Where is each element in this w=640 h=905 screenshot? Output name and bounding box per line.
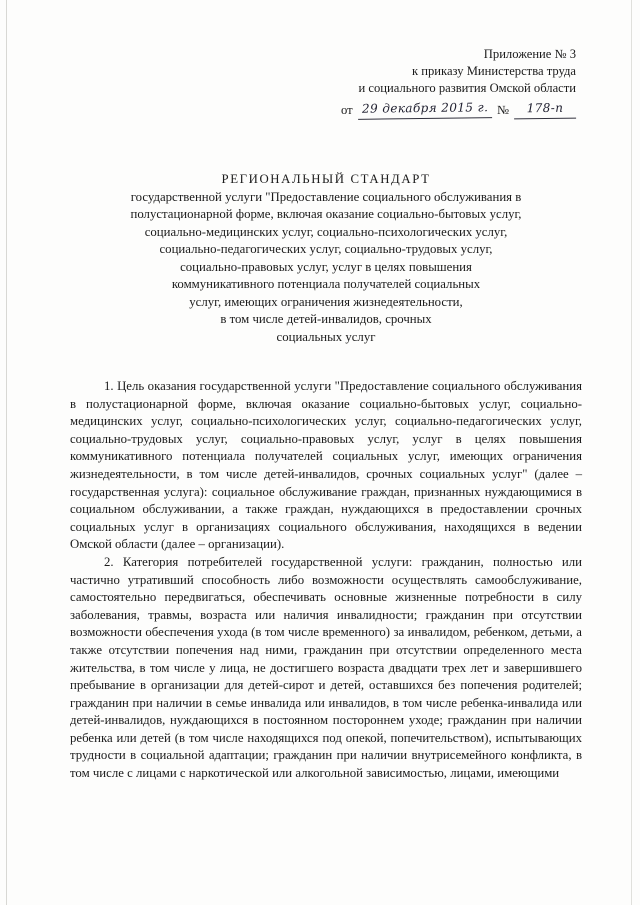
appendix-block bbox=[70, 46, 576, 119]
paragraph-2: 2. Категория потребителей государственной услуги: гражданин, полностью или частично утративший способность либо возможности осуществлять самообслуживание, самостоятельно передвигаться, обеспечивать основные жизненные потребности в силу заболевания, травмы, возраста или наличия инвалидности; гражданин при отсутствии возможности обеспечения ухода (в том числе временного) за инвалидом, ребенком, детьми, а также отсутствии попечения над ними, гражданин при отсутствии определенного места жительства, в том числе у лица, не достигшего возраста двадцати трех лет и завершившего пребывание в организации для детей-сирот и детей, оставшихся без попечения родителей; гражданин при наличии в семье инвалида или инвалидов, в том числе ребенка-инвалида или детей-инвалидов, нуждающихся в постоянном постороннем уходе; гражданин при наличии ребенка или детей (в том числе находящихся под опекой, попечительством), испытывающих трудности в социальной адаптации; гражданин при наличии внутрисемейного конфликта, в том числе с лицами с наркотической или алкогольной зависимостью, лицами, имеющими bbox=[70, 554, 582, 781]
paragraph-1: 1. Цель оказания государственной услуги "Предоставление социального обслуживания в полустационарной форме, включая оказание социально-бытовых услуг, социально-медицинских услуг, социально-психологических услуг, социально-педагогических услуг, социально-трудовых услуг, социально-правовых услуг, услуг в целях повышения коммуникативного потенциала получателей социальных услуг, имеющих ограничения жизнедеятельности, в том числе детей-инвалидов, срочных социальных услуг" (далее – государственная услуга): социальное обслуживание граждан, признанных нуждающимися в социальном обслуживании, а также граждан, нуждающихся в предоставлении срочных социальных услуг в организациях социального обслуживания, находящихся в ведении Омской области (далее – организации). bbox=[70, 379, 582, 552]
title-line-1: государственной услуги "Предоставление социального обслуживания в bbox=[130, 189, 522, 204]
title-line-3: социально-медицинских услуг, социально-психологических услуг, bbox=[144, 224, 508, 239]
title-line-4: социально-педагогических услуг, социально-трудовых услуг, bbox=[159, 242, 493, 256]
title-line-8: в том числе детей-инвалидов, срочных bbox=[220, 312, 432, 326]
order-number-handwritten: 178-п bbox=[514, 100, 576, 120]
appendix-line-2: к приказу Министерства труда bbox=[411, 64, 576, 78]
title-line-5: социально-правовых услуг, услуг в целях повышения bbox=[180, 259, 472, 274]
order-date-handwritten: 29 декабря 2015 г. bbox=[358, 99, 493, 120]
document-body bbox=[70, 378, 582, 783]
title-line-2: полустационарной форме, включая оказание социально-бытовых услуг, bbox=[130, 207, 522, 221]
order-reference-line bbox=[70, 100, 576, 119]
order-number-prefix: № bbox=[496, 103, 509, 117]
page-title: РЕГИОНАЛЬНЫЙ СТАНДАРТ bbox=[221, 172, 431, 186]
title-line-7: услуг, имеющих ограничения жизнедеятельности, bbox=[189, 294, 463, 309]
appendix-line-3: и социального развития Омской области bbox=[358, 81, 576, 95]
appendix-line-1: Приложение № 3 bbox=[483, 47, 576, 61]
title-line-9: социальных услуг bbox=[276, 329, 376, 344]
title-line-6: коммуникативного потенциала получателей социальных bbox=[171, 277, 481, 291]
document-title-block bbox=[70, 171, 582, 346]
order-date-prefix: от bbox=[341, 103, 353, 117]
